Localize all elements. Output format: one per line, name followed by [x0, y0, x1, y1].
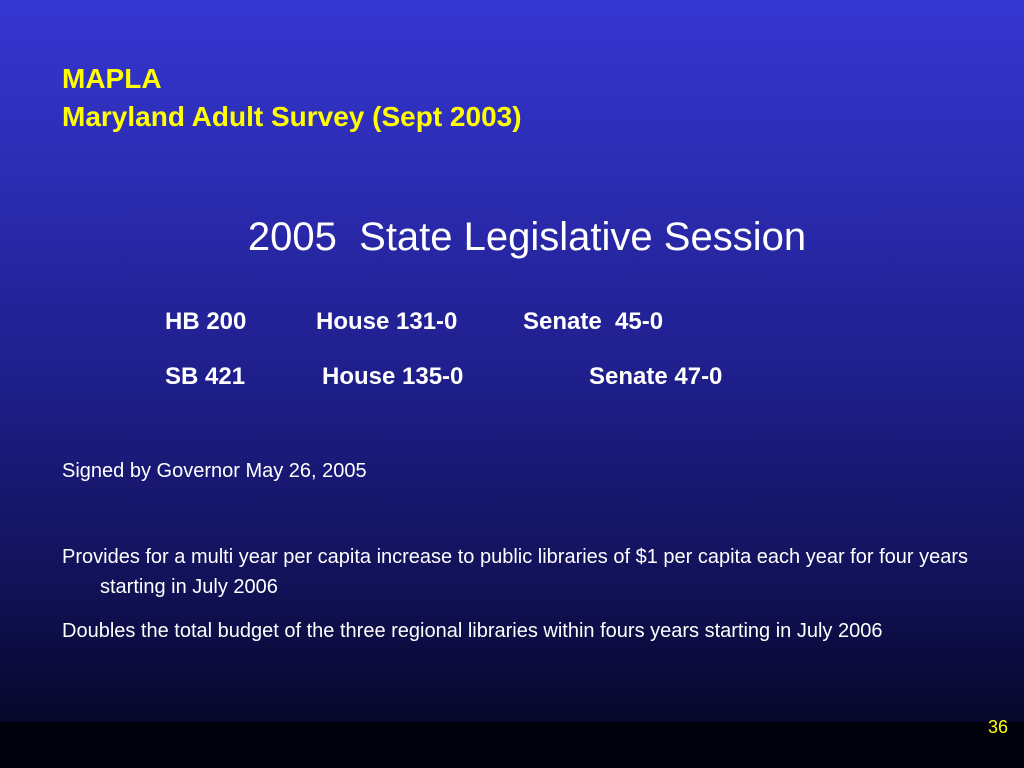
title-line-1: MAPLA — [62, 63, 162, 94]
signed-note: Signed by Governor May 26, 2005 — [62, 460, 367, 482]
paragraph: Doubles the total budget of the three regional libraries within fours years starting in July 2006 — [62, 620, 883, 642]
vote-house: House 135-0 — [322, 363, 464, 390]
footer-band — [0, 722, 1024, 768]
title-line-2: Maryland Adult Survey (Sept 2003) — [62, 101, 522, 132]
vote-bill: SB 421 — [165, 363, 246, 390]
vote-bill: HB 200 — [165, 308, 247, 335]
vote-senate: Senate 47-0 — [589, 363, 723, 390]
slide-subtitle: 2005 State Legislative Session — [247, 215, 807, 259]
page-number: 36 — [987, 717, 1008, 737]
vote-house: House 131-0 — [316, 308, 458, 335]
vote-senate: Senate 45-0 — [523, 308, 664, 335]
slide-title — [62, 60, 522, 136]
paragraph: Provides for a multi year per capita increase to public libraries of $1 per capita each year for four years starting in July 2006 — [62, 546, 968, 598]
